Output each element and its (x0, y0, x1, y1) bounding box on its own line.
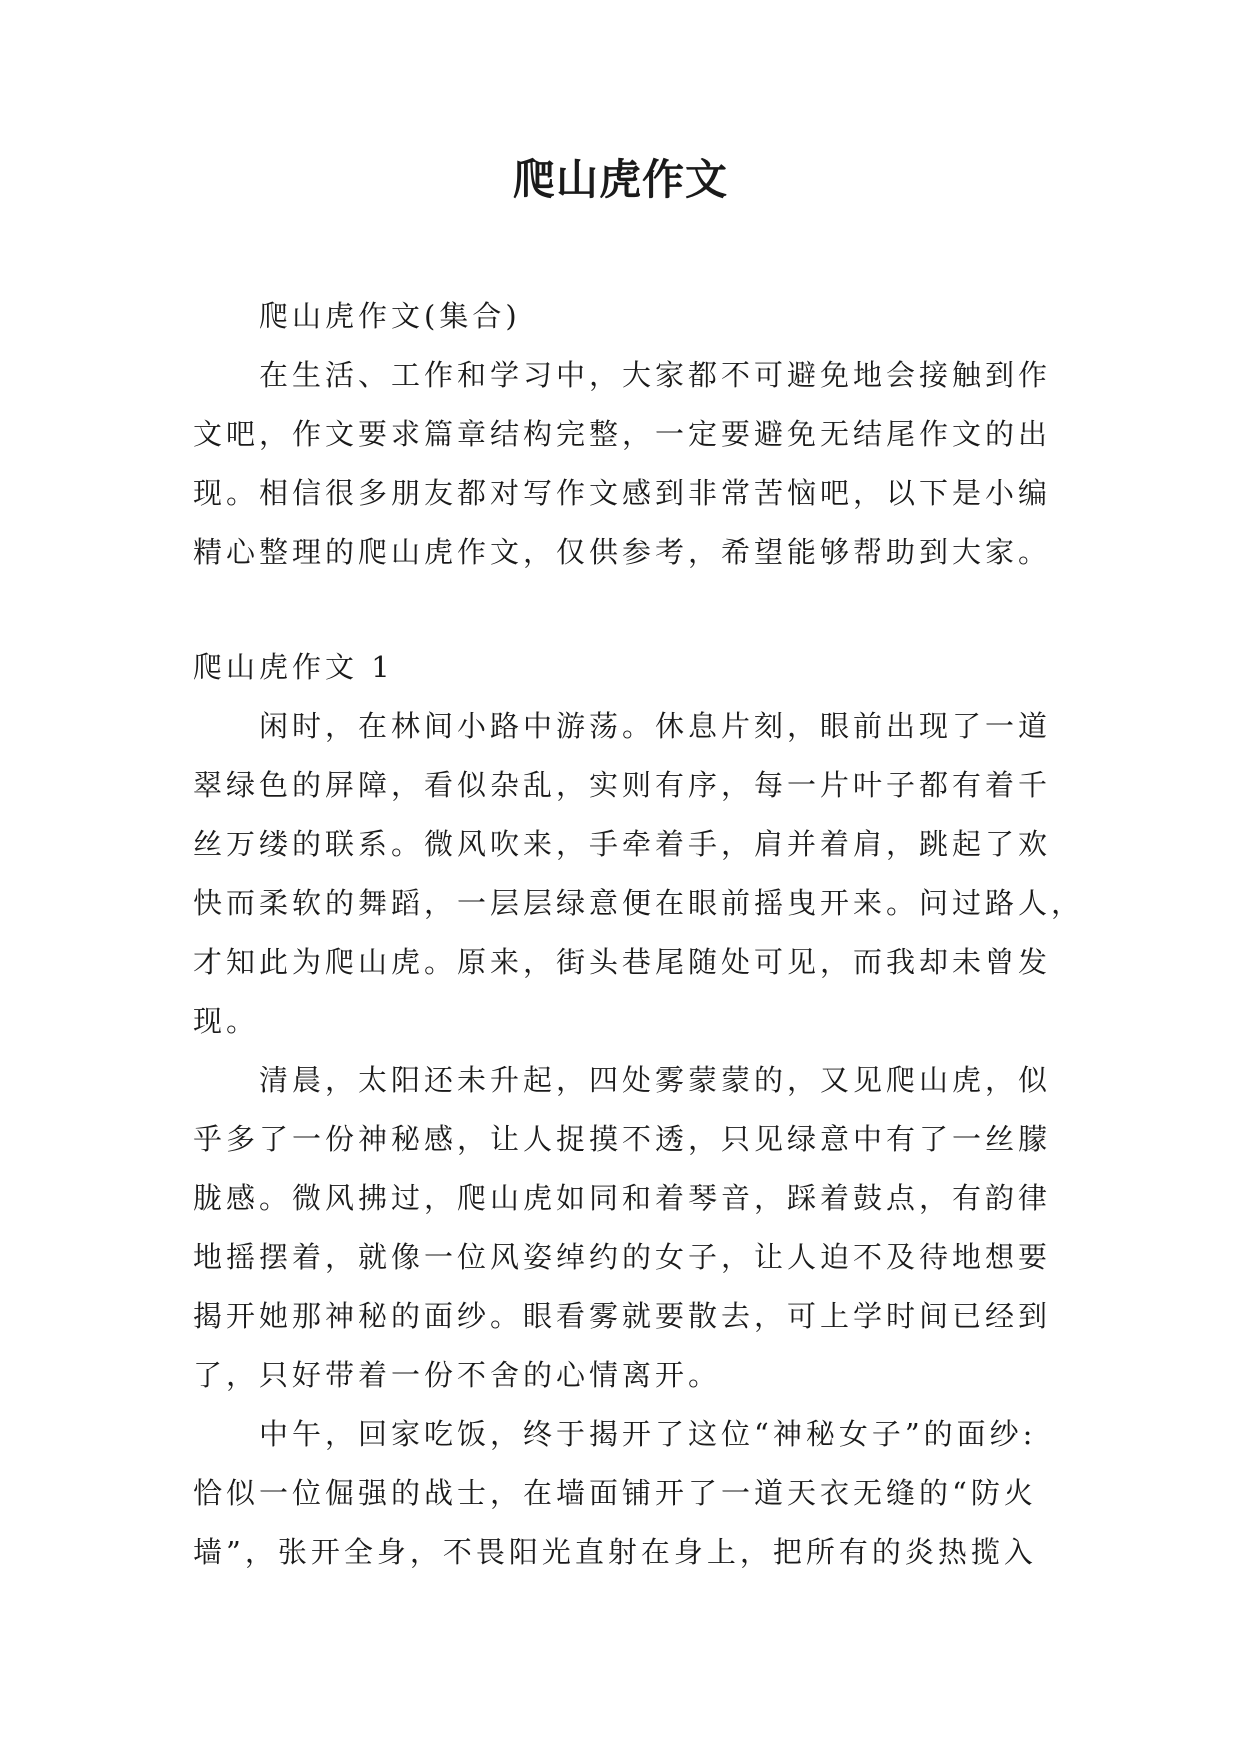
paragraph-line: 清晨，太阳还未升起，四处雾蒙蒙的，又见爬山虎，似 (259, 1063, 1052, 1097)
paragraph-2 (193, 1051, 1055, 1405)
paragraph-line: 胧感。微风拂过，爬山虎如同和着琴音，踩着鼓点，有韵律 (193, 1181, 1052, 1215)
section-spacer (193, 582, 1055, 638)
intro-line: 文吧，作文要求篇章结构完整，一定要避免无结尾作文的出 (193, 417, 1052, 451)
paragraph-line: 翠绿色的屏障，看似杂乱，实则有序，每一片叶子都有着千 (193, 768, 1052, 802)
paragraph-line: 地摇摆着，就像一位风姿绰约的女子，让人迫不及待地想要 (193, 1240, 1052, 1274)
paragraph-line: 了，只好带着一份不舍的心情离开。 (193, 1358, 722, 1392)
document-subtitle: 爬山虎作文(集合) (259, 299, 521, 333)
section-heading: 爬山虎作文 1 (193, 650, 394, 684)
paragraph-line: 中午，回家吃饭，终于揭开了这位“神秘女子”的面纱: (259, 1417, 1037, 1451)
paragraph-line: 现。 (193, 1004, 260, 1038)
document-title: 爬山虎作文 (512, 155, 728, 204)
intro-line: 现。相信很多朋友都对写作文感到非常苦恼吧，以下是小编 (193, 476, 1052, 510)
paragraph-1 (193, 697, 1085, 1051)
paragraph-line: 恰似一位倔强的战士，在墙面铺开了一道天衣无缝的“防火 (193, 1476, 1037, 1510)
document-body (193, 287, 1085, 1582)
paragraph-line: 揭开她那神秘的面纱。眼看雾就要散去，可上学时间已经到 (193, 1299, 1052, 1333)
paragraph-line: 闲时，在林间小路中游荡。休息片刻，眼前出现了一道 (259, 709, 1052, 743)
intro-line: 精心整理的爬山虎作文，仅供参考，希望能够帮助到大家。 (193, 535, 1052, 569)
paragraph-line: 才知此为爬山虎。原来，街头巷尾随处可见，而我却未曾发 (193, 945, 1052, 979)
paragraph-line: 丝万缕的联系。微风吹来，手牵着手，肩并着肩，跳起了欢 (193, 827, 1052, 861)
paragraph-line: 乎多了一份神秘感，让人捉摸不透，只见绿意中有了一丝朦 (193, 1122, 1052, 1156)
intro-paragraph (193, 346, 1055, 582)
intro-line: 在生活、工作和学习中，大家都不可避免地会接触到作 (259, 358, 1052, 392)
paragraph-line: 墙”，张开全身，不畏阳光直射在身上，把所有的炎热揽入 (193, 1535, 1037, 1569)
paragraph-3 (193, 1405, 1055, 1582)
paragraph-line: 快而柔软的舞蹈，一层层绿意便在眼前摇曳开来。问过路人， (193, 886, 1085, 920)
